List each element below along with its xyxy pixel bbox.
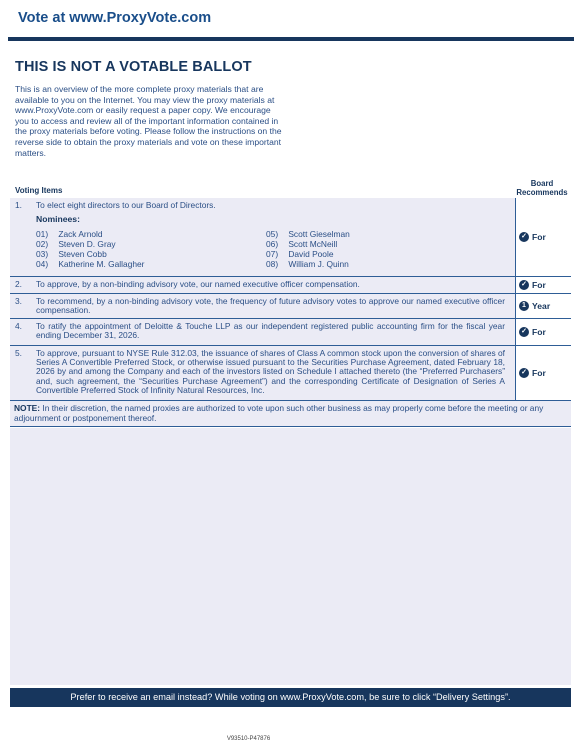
board-recommendation-cell xyxy=(515,198,571,276)
voting-items-heading: Voting Items xyxy=(15,186,63,195)
note xyxy=(10,401,571,427)
check-icon: ✓ xyxy=(519,327,529,337)
voting-table xyxy=(10,198,571,427)
recommendation: ✓ For xyxy=(519,280,546,290)
recommendation: ✓ For xyxy=(519,327,546,337)
voting-item-1 xyxy=(10,198,571,277)
header-rule xyxy=(8,37,574,41)
item-number: 1. xyxy=(15,200,22,210)
recommendation: 1 Year xyxy=(519,301,550,311)
board-recommendation-cell xyxy=(515,294,571,318)
item-number: 3. xyxy=(15,296,22,306)
voting-item-5 xyxy=(10,346,571,401)
item-text: To recommend, by a non-binding advisory vote, the frequency of future advisory votes to approve our named executive officer compensation. xyxy=(36,296,505,316)
board-recommendation-cell xyxy=(515,277,571,293)
nominee: 02) Steven D. Gray xyxy=(36,239,116,250)
note-text: In their discretion, the named proxies are authorized to vote upon such other business as may properly come before the meeting or any adjournment or postponement thereof. xyxy=(14,403,544,423)
board-recommends-heading: Board Recommends xyxy=(516,179,568,197)
check-icon: ✓ xyxy=(519,232,529,242)
voting-item-2 xyxy=(10,277,571,294)
nominee: 05) Scott Gieselman xyxy=(266,229,350,240)
blank-area xyxy=(10,428,571,685)
nominee: 03) Steven Cobb xyxy=(36,249,107,260)
note-label: NOTE: xyxy=(14,403,41,413)
header-title: Vote at www.ProxyVote.com xyxy=(18,10,212,26)
item-text: To approve, pursuant to NYSE Rule 312.03, the issuance of shares of Class A common stock upon the conversion of shares of Series A Convertible Preferred Stock, or otherwise issued pursuant to the Securities Purchase Agreement, dated February 18, 2026 by and among the Company and each of the investors listed on Schedule I attached thereto (the “Preferred Purchasers” and, such agreement, the “Securities Purchase Agreement”) and the corresponding Certificate of Designation of Series A Convertible Preferred Stock of Infinity Natural Resources, Inc. xyxy=(36,348,505,395)
nominee-list xyxy=(36,229,505,269)
recommendation: ✓ For xyxy=(519,232,546,242)
recommendation: ✓ For xyxy=(519,368,546,378)
board-recommendation-cell xyxy=(515,346,571,400)
notice-title: THIS IS NOT A VOTABLE BALLOT xyxy=(15,59,252,75)
item-text: To elect eight directors to our Board of Directors. xyxy=(36,200,216,210)
item-text: To ratify the appointment of Deloitte & Touche LLP as our independent registered public accounting firm for the fiscal year ending December 31, 2026. xyxy=(36,321,505,341)
check-icon: ✓ xyxy=(519,280,529,290)
nominee: 01) Zack Arnold xyxy=(36,229,103,240)
nominee: 08) William J. Quinn xyxy=(266,259,349,270)
voting-item-3 xyxy=(10,294,571,319)
nominee: 06) Scott McNeill xyxy=(266,239,338,250)
notice-intro: This is an overview of the more complete proxy materials that are available to you on the Internet. You may view the proxy materials at www.ProxyVote.com or easily request a paper copy. We encourage you to access and review all of the important information contained in the proxy materials before voting. Please follow the instructions on the reverse side to obtain the proxy materials and vote on these important matters. xyxy=(15,84,282,158)
number-one-icon: 1 xyxy=(519,301,529,311)
item-number: 2. xyxy=(15,279,22,289)
nominees-label: Nominees: xyxy=(36,214,80,225)
item-number: 5. xyxy=(15,348,22,358)
nominee: 04) Katherine M. Gallagher xyxy=(36,259,145,270)
check-icon: ✓ xyxy=(519,368,529,378)
voting-item-4 xyxy=(10,319,571,346)
footer-banner: Prefer to receive an email instead? While voting on www.ProxyVote.com, be sure to click “Delivery Settings”. xyxy=(10,688,571,707)
item-text: To approve, by a non-binding advisory vote, our named executive officer compensation. xyxy=(36,279,360,289)
document-code: V93510-P47876 xyxy=(226,736,271,742)
item-number: 4. xyxy=(15,321,22,331)
board-recommendation-cell xyxy=(515,319,571,345)
nominee: 07) David Poole xyxy=(266,249,334,260)
